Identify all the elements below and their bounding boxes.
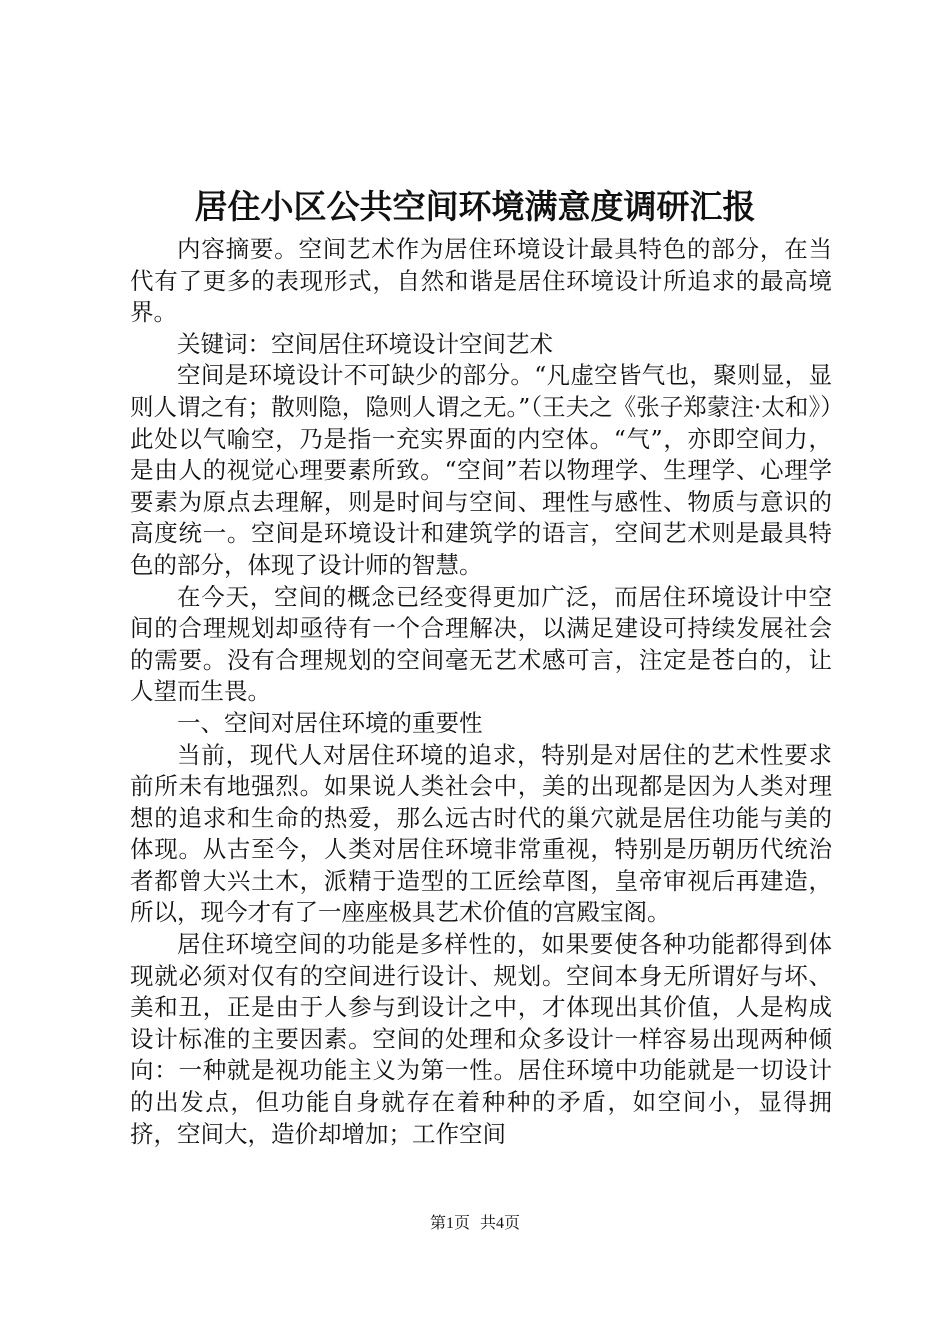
page-number: 第1页 [429,1215,470,1232]
body-paragraph: 在今天，空间的概念已经变得更加广泛，而居住环境设计中空间的合理规划却亟待有一个合理解决，以满足建设可持续发展社会的需要。没有合理规划的空间毫无艺术感可言，注定是苍白的，让人望而生畏。 [130,582,832,706]
body-paragraph: 空间是环境设计不可缺少的部分。“凡虚空皆气也，聚则显，显则人谓之有；散则隐，隐则人谓之无。”（王夫之《张子郑蒙注·太和》）此处以气喻空，乃是指一充实界面的内空体。“气”，亦即空间力，是由人的视觉心理要素所致。“空间”若以物理学、生理学、心理学要素为原点去理解，则是时间与空间、理性与感性、物质与意识的高度统一。空间是环境设计和建筑学的语言，空间艺术则是最具特色的部分，体现了设计师的智慧。 [130,361,832,579]
page-footer [0,1214,950,1234]
abstract-paragraph: 内容摘要。空间艺术作为居住环境设计最具特色的部分，在当代有了更多的表现形式，自然和谐是居住环境设计所追求的最高境界。 [130,235,832,327]
body-paragraph: 当前，现代人对居住环境的追求，特别是对居住的艺术性要求前所未有地强烈。如果说人类社会中，美的出现都是因为人类对理想的追求和生命的热爱，那么远古时代的巢穴就是居住功能与美的体现。从古至今，人类对居住环境非常重视，特别是历朝历代统治者都曾大兴土木，派精于造型的工匠绘草图，皇帝审视后再建造，所以，现今才有了一座座极具艺术价值的宫殿宝阁。 [130,740,832,927]
body-paragraph: 居住环境空间的功能是多样性的，如果要使各种功能都得到体现就必须对仅有的空间进行设计、规划。空间本身无所谓好与坏、美和丑，正是由于人参与到设计之中，才体现出其价值，人是构成设计标准的主要因素。空间的处理和众多设计一样容易出现两种倾向：一种就是视功能主义为第一性。居住环境中功能就是一切设计的出发点，但功能自身就存在着种种的矛盾，如空间小，显得拥挤，空间大，造价却增加；工作空间 [130,930,832,1148]
section-heading: 一、空间对居住环境的重要性 [177,708,483,737]
page-total: 共4页 [480,1215,521,1232]
document-body [130,234,832,1150]
document-title: 居住小区公共空间环境满意度调研汇报 [194,187,756,226]
keywords-paragraph: 关键词：空间居住环境设计空间艺术 [177,329,553,358]
